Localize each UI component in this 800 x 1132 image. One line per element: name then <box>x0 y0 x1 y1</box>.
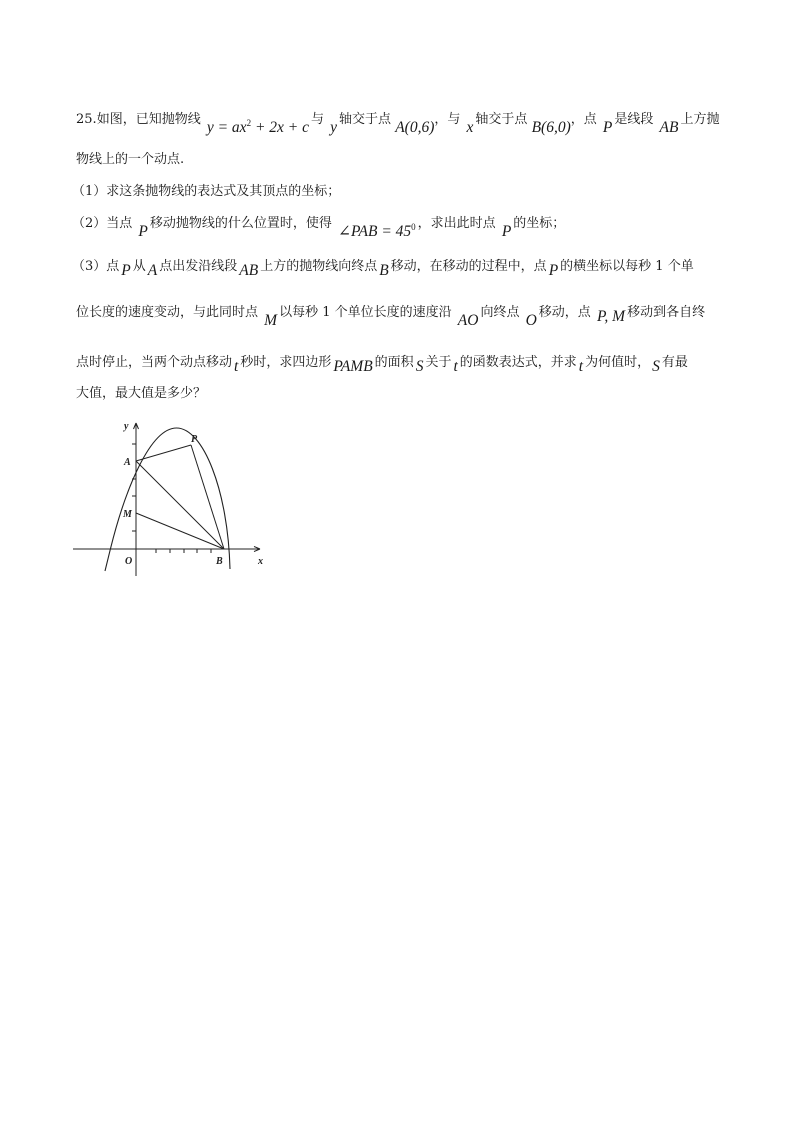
problem-number: 25. <box>76 112 97 127</box>
text: 以每秒 1 个单位长度的速度沿 <box>279 305 452 320</box>
var-p: P <box>548 262 559 279</box>
var-t: t <box>578 358 584 375</box>
text: 移动到各自终 <box>627 305 706 320</box>
var-a: A <box>147 262 158 279</box>
text: 的横坐标以每秒 1 个单 <box>560 259 694 274</box>
var-p: P <box>121 262 131 279</box>
label-o: O <box>125 556 133 567</box>
segment-ab: AB <box>239 262 259 279</box>
text: 是线段 <box>614 112 654 127</box>
text: 秒时，求四边形 <box>240 355 332 370</box>
text: （3）点 <box>72 259 120 274</box>
text: 移动，在移动的过程中，点 <box>390 259 547 274</box>
text: ，求出此时点 <box>417 216 496 231</box>
var-m: M <box>264 312 278 329</box>
segment-ab <box>136 461 224 549</box>
segment-ap <box>136 445 191 461</box>
quad-pamb: PAMB <box>333 358 373 375</box>
text: 关于 <box>425 355 452 370</box>
label-y: y <box>124 421 129 432</box>
text: 轴交于点 <box>475 112 528 127</box>
question-3-line-1 <box>72 256 694 277</box>
text: 向终点 <box>480 305 520 320</box>
var-y: y <box>330 119 338 136</box>
problem-line-2: 物线上的一个动点. <box>76 152 185 167</box>
text: 从 <box>132 259 146 274</box>
text: ，与 <box>434 112 461 127</box>
var-pm: P, M <box>596 308 626 325</box>
label-a: A <box>124 457 131 468</box>
question-3-line-3 <box>76 352 688 373</box>
question-3-line-2 <box>76 302 706 329</box>
label-m: M <box>123 509 132 520</box>
text-intro: 如图，已知抛物线 <box>96 112 201 127</box>
var-s: S <box>652 358 660 375</box>
point-a: A(0,6) <box>395 119 435 136</box>
var-o: O <box>525 312 537 329</box>
var-s: S <box>415 358 424 375</box>
var-t: t <box>453 358 458 375</box>
text: 的函数表达式，并求 <box>459 355 577 370</box>
text: 上方抛 <box>680 112 720 127</box>
var-t: t <box>234 358 239 375</box>
text: 为何值时， <box>585 355 651 370</box>
var-p: P <box>138 223 148 240</box>
point-b: B(6,0) <box>531 119 571 136</box>
text: ，点 <box>570 112 597 127</box>
text: （2）当点 <box>72 216 133 231</box>
text: 移动抛物线的什么位置时，使得 <box>149 216 332 231</box>
var-p: P <box>602 119 613 136</box>
parabola-equation: $y = ax^2 + 2x + c$ <box>206 118 309 136</box>
segment-mb <box>136 513 224 549</box>
label-x: x <box>258 556 263 567</box>
var-x: x <box>466 119 474 136</box>
text: 移动，点 <box>538 305 591 320</box>
angle-pab: ∠PAB = $45^0$ <box>338 222 416 240</box>
problem-line-1 <box>76 104 720 136</box>
text: 上方的抛物线向终点 <box>260 259 378 274</box>
question-3-line-4: 大值，最大值是多少？ <box>76 386 207 401</box>
text: 点时停止，当两个动点移动 <box>76 355 233 370</box>
text: 的坐标； <box>513 216 566 231</box>
text: 点出发沿线段 <box>159 259 238 274</box>
segment-pb <box>191 445 224 549</box>
question-2 <box>72 208 566 240</box>
text: 有最 <box>661 355 688 370</box>
segment-ao: AO <box>457 312 479 329</box>
parabola-figure <box>70 418 270 576</box>
text: 的面积 <box>374 355 414 370</box>
text: 位长度的速度变动，与此同时点 <box>76 305 259 320</box>
text: 轴交于点 <box>339 112 392 127</box>
label-b: B <box>216 556 223 567</box>
segment-ab: AB <box>659 119 679 136</box>
text: 与 <box>311 112 325 127</box>
var-p: P <box>501 223 512 240</box>
question-1: （1）求这条抛物线的表达式及其顶点的坐标； <box>72 184 341 199</box>
var-b: B <box>379 262 389 279</box>
label-p: P <box>191 434 198 445</box>
